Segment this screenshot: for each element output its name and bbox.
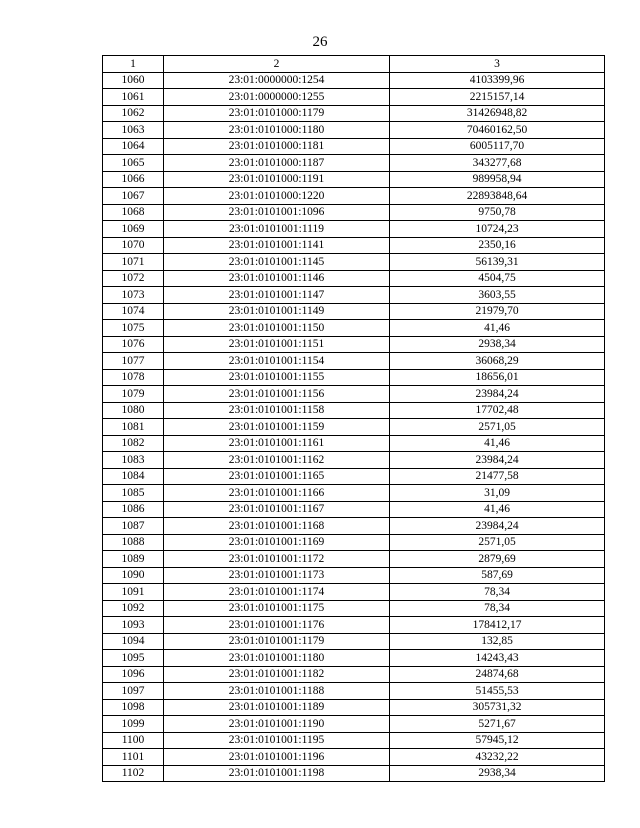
value-cell: 56139,31 <box>390 254 605 271</box>
table-row <box>103 716 605 733</box>
table-row <box>103 567 605 584</box>
value-cell: 6005117,70 <box>390 138 605 155</box>
value-cell: 2938,34 <box>390 336 605 353</box>
row-number-cell: 1077 <box>103 353 164 370</box>
cadastral-number-cell: 23:01:0101000:1187 <box>164 155 390 172</box>
cadastral-number-cell: 23:01:0101001:1161 <box>164 435 390 452</box>
cadastral-number-cell: 23:01:0101001:1173 <box>164 567 390 584</box>
row-number-cell: 1064 <box>103 138 164 155</box>
table-row <box>103 419 605 436</box>
value-cell: 9750,78 <box>390 204 605 221</box>
cadastral-number-cell: 23:01:0000000:1254 <box>164 72 390 89</box>
value-cell: 31426948,82 <box>390 105 605 122</box>
cadastral-number-cell: 23:01:0101001:1150 <box>164 320 390 337</box>
table-row <box>103 518 605 535</box>
value-cell: 21477,58 <box>390 468 605 485</box>
value-cell: 78,34 <box>390 584 605 601</box>
table-row <box>103 303 605 320</box>
page-number: 26 <box>312 34 328 50</box>
value-cell: 23984,24 <box>390 518 605 535</box>
table-row <box>103 369 605 386</box>
cadastral-number-cell: 23:01:0101001:1159 <box>164 419 390 436</box>
value-cell: 4103399,96 <box>390 72 605 89</box>
value-cell: 51455,53 <box>390 683 605 700</box>
cadastral-number-cell: 23:01:0101000:1179 <box>164 105 390 122</box>
row-number-cell: 1098 <box>103 699 164 716</box>
cadastral-number-cell: 23:01:0101001:1165 <box>164 468 390 485</box>
table-row <box>103 270 605 287</box>
cadastral-number-cell: 23:01:0000000:1255 <box>164 89 390 106</box>
value-cell: 41,46 <box>390 501 605 518</box>
row-number-cell: 1088 <box>103 534 164 551</box>
table-row <box>103 171 605 188</box>
cadastral-number-cell: 23:01:0101001:1175 <box>164 600 390 617</box>
value-cell: 587,69 <box>390 567 605 584</box>
cadastral-number-cell: 23:01:0101001:1174 <box>164 584 390 601</box>
cadastral-number-cell: 23:01:0101001:1195 <box>164 732 390 749</box>
row-number-cell: 1073 <box>103 287 164 304</box>
table-row <box>103 452 605 469</box>
row-number-cell: 1093 <box>103 617 164 634</box>
cadastral-number-cell: 23:01:0101001:1155 <box>164 369 390 386</box>
table-row <box>103 89 605 106</box>
value-cell: 22893848,64 <box>390 188 605 205</box>
value-cell: 2571,05 <box>390 419 605 436</box>
row-number-cell: 1102 <box>103 765 164 782</box>
cadastral-number-cell: 23:01:0101001:1180 <box>164 650 390 667</box>
value-cell: 41,46 <box>390 320 605 337</box>
table-row <box>103 468 605 485</box>
table-row <box>103 633 605 650</box>
value-cell: 31,09 <box>390 485 605 502</box>
value-cell: 70460162,50 <box>390 122 605 139</box>
cadastral-number-cell: 23:01:0101000:1191 <box>164 171 390 188</box>
cadastral-number-cell: 23:01:0101000:1220 <box>164 188 390 205</box>
value-cell: 2938,34 <box>390 765 605 782</box>
value-cell: 3603,55 <box>390 287 605 304</box>
table-row <box>103 287 605 304</box>
value-cell: 18656,01 <box>390 369 605 386</box>
table-row <box>103 584 605 601</box>
row-number-cell: 1090 <box>103 567 164 584</box>
row-number-cell: 1096 <box>103 666 164 683</box>
cadastral-number-cell: 23:01:0101001:1189 <box>164 699 390 716</box>
cadastral-number-cell: 23:01:0101001:1154 <box>164 353 390 370</box>
value-cell: 23984,24 <box>390 452 605 469</box>
value-cell: 57945,12 <box>390 732 605 749</box>
row-number-cell: 1101 <box>103 749 164 766</box>
table-row <box>103 402 605 419</box>
cadastral-number-cell: 23:01:0101001:1176 <box>164 617 390 634</box>
cadastral-number-cell: 23:01:0101001:1146 <box>164 270 390 287</box>
value-cell: 305731,32 <box>390 699 605 716</box>
table-body <box>103 72 605 782</box>
row-number-cell: 1086 <box>103 501 164 518</box>
table-row <box>103 617 605 634</box>
row-number-cell: 1085 <box>103 485 164 502</box>
row-number-cell: 1092 <box>103 600 164 617</box>
value-cell: 2215157,14 <box>390 89 605 106</box>
cadastral-number-cell: 23:01:0101001:1151 <box>164 336 390 353</box>
value-cell: 41,46 <box>390 435 605 452</box>
table-row <box>103 254 605 271</box>
row-number-cell: 1060 <box>103 72 164 89</box>
row-number-cell: 1091 <box>103 584 164 601</box>
table-row <box>103 353 605 370</box>
table-row <box>103 683 605 700</box>
value-cell: 78,34 <box>390 600 605 617</box>
table-row <box>103 237 605 254</box>
row-number-cell: 1094 <box>103 633 164 650</box>
value-cell: 132,85 <box>390 633 605 650</box>
value-cell: 23984,24 <box>390 386 605 403</box>
row-number-cell: 1072 <box>103 270 164 287</box>
column-header: 2 <box>164 56 390 73</box>
row-number-cell: 1099 <box>103 716 164 733</box>
table-row <box>103 534 605 551</box>
table-row <box>103 485 605 502</box>
cadastral-number-cell: 23:01:0101001:1158 <box>164 402 390 419</box>
row-number-cell: 1061 <box>103 89 164 106</box>
row-number-cell: 1074 <box>103 303 164 320</box>
cadastral-number-cell: 23:01:0101001:1156 <box>164 386 390 403</box>
value-cell: 5271,67 <box>390 716 605 733</box>
cadastral-number-cell: 23:01:0101001:1166 <box>164 485 390 502</box>
value-cell: 36068,29 <box>390 353 605 370</box>
cadastral-number-cell: 23:01:0101001:1172 <box>164 551 390 568</box>
table-header-row <box>103 56 605 73</box>
table-row <box>103 188 605 205</box>
table-row <box>103 650 605 667</box>
row-number-cell: 1070 <box>103 237 164 254</box>
cadastral-number-cell: 23:01:0101001:1182 <box>164 666 390 683</box>
value-cell: 178412,17 <box>390 617 605 634</box>
row-number-cell: 1095 <box>103 650 164 667</box>
row-number-cell: 1076 <box>103 336 164 353</box>
cadastral-number-cell: 23:01:0101001:1147 <box>164 287 390 304</box>
value-cell: 343277,68 <box>390 155 605 172</box>
table-row <box>103 699 605 716</box>
table-row <box>103 138 605 155</box>
row-number-cell: 1080 <box>103 402 164 419</box>
row-number-cell: 1069 <box>103 221 164 238</box>
row-number-cell: 1065 <box>103 155 164 172</box>
cadastral-number-cell: 23:01:0101001:1198 <box>164 765 390 782</box>
value-cell: 2879,69 <box>390 551 605 568</box>
value-cell: 21979,70 <box>390 303 605 320</box>
value-cell: 10724,23 <box>390 221 605 238</box>
table-row <box>103 386 605 403</box>
row-number-cell: 1067 <box>103 188 164 205</box>
table-row <box>103 155 605 172</box>
table-row <box>103 122 605 139</box>
data-table <box>102 55 605 782</box>
value-cell: 24874,68 <box>390 666 605 683</box>
value-cell: 2350,16 <box>390 237 605 254</box>
cadastral-number-cell: 23:01:0101001:1119 <box>164 221 390 238</box>
cadastral-number-cell: 23:01:0101001:1096 <box>164 204 390 221</box>
row-number-cell: 1063 <box>103 122 164 139</box>
row-number-cell: 1068 <box>103 204 164 221</box>
cadastral-number-cell: 23:01:0101001:1190 <box>164 716 390 733</box>
row-number-cell: 1075 <box>103 320 164 337</box>
column-header: 3 <box>390 56 605 73</box>
table-row <box>103 732 605 749</box>
cadastral-number-cell: 23:01:0101001:1145 <box>164 254 390 271</box>
cadastral-number-cell: 23:01:0101001:1188 <box>164 683 390 700</box>
table-row <box>103 204 605 221</box>
cadastral-number-cell: 23:01:0101000:1180 <box>164 122 390 139</box>
table-row <box>103 666 605 683</box>
table-row <box>103 336 605 353</box>
row-number-cell: 1100 <box>103 732 164 749</box>
row-number-cell: 1082 <box>103 435 164 452</box>
row-number-cell: 1081 <box>103 419 164 436</box>
table-row <box>103 435 605 452</box>
value-cell: 43232,22 <box>390 749 605 766</box>
row-number-cell: 1078 <box>103 369 164 386</box>
table-row <box>103 600 605 617</box>
row-number-cell: 1062 <box>103 105 164 122</box>
cadastral-number-cell: 23:01:0101001:1162 <box>164 452 390 469</box>
value-cell: 4504,75 <box>390 270 605 287</box>
table-row <box>103 765 605 782</box>
cadastral-number-cell: 23:01:0101001:1196 <box>164 749 390 766</box>
column-header: 1 <box>103 56 164 73</box>
table-row <box>103 551 605 568</box>
table-row <box>103 105 605 122</box>
row-number-cell: 1087 <box>103 518 164 535</box>
table-row <box>103 749 605 766</box>
row-number-cell: 1079 <box>103 386 164 403</box>
row-number-cell: 1066 <box>103 171 164 188</box>
row-number-cell: 1083 <box>103 452 164 469</box>
cadastral-number-cell: 23:01:0101000:1181 <box>164 138 390 155</box>
row-number-cell: 1084 <box>103 468 164 485</box>
table-row <box>103 221 605 238</box>
row-number-cell: 1097 <box>103 683 164 700</box>
value-cell: 14243,43 <box>390 650 605 667</box>
cadastral-number-cell: 23:01:0101001:1169 <box>164 534 390 551</box>
value-cell: 2571,05 <box>390 534 605 551</box>
table-row <box>103 72 605 89</box>
value-cell: 17702,48 <box>390 402 605 419</box>
cadastral-number-cell: 23:01:0101001:1149 <box>164 303 390 320</box>
value-cell: 989958,94 <box>390 171 605 188</box>
table-row <box>103 501 605 518</box>
cadastral-number-cell: 23:01:0101001:1179 <box>164 633 390 650</box>
cadastral-number-cell: 23:01:0101001:1168 <box>164 518 390 535</box>
row-number-cell: 1089 <box>103 551 164 568</box>
table-row <box>103 320 605 337</box>
cadastral-number-cell: 23:01:0101001:1141 <box>164 237 390 254</box>
row-number-cell: 1071 <box>103 254 164 271</box>
cadastral-number-cell: 23:01:0101001:1167 <box>164 501 390 518</box>
